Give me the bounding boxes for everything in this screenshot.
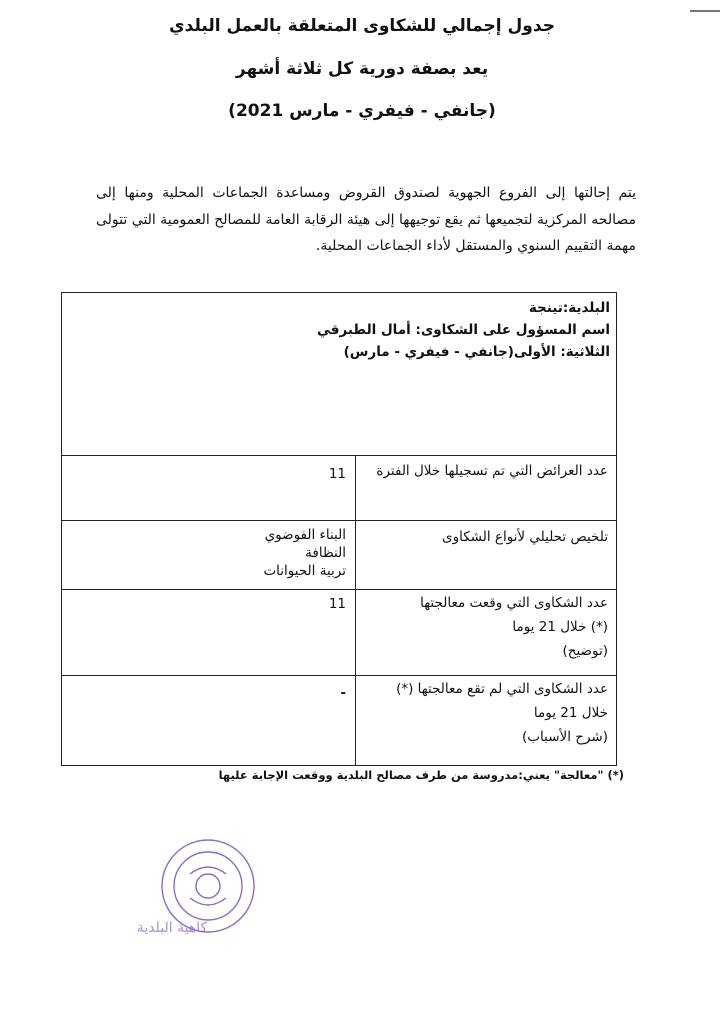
stamp-inner-ring <box>174 852 242 920</box>
complaint-types-list <box>76 526 346 580</box>
complaint-types-label: تلخيص تحليلي لأنواع الشكاوى <box>442 529 608 545</box>
footnote: (*) "معالجة" يعني:مدروسة من طرف مصالح البلدية ووقعت الإجابة عليها <box>218 768 624 782</box>
stamp-emblem-line <box>190 898 226 905</box>
stamp-signature: كاهية البلدية <box>136 920 208 936</box>
complaints-table <box>61 292 617 766</box>
table-divider <box>62 455 616 456</box>
quarter-period: الثلاثية: الأولى(جانفي - فيفري - مارس) <box>343 344 610 360</box>
document-subtitle: يعد بصفة دورية كل ثلاثة أشهر <box>235 59 489 79</box>
complaint-type: النظافة <box>305 545 346 561</box>
table-column-divider <box>355 455 356 765</box>
municipality-name: البلدية:تينجة <box>528 300 610 316</box>
unprocessed-complaints-value: - <box>340 685 346 701</box>
processed-complaints-value: 11 <box>328 596 346 612</box>
document-title: جدول إجمالي للشكاوى المتعلقة بالعمل البلدي <box>169 16 555 36</box>
stamp-emblem <box>196 874 220 898</box>
info-block <box>317 297 610 363</box>
table-divider <box>62 520 616 521</box>
unprocessed-complaints-label: عدد الشكاوى التي لم تقع معالجتها (*) خلال 21 يوما (شرح الأسباب) <box>396 681 608 745</box>
intro-paragraph: يتم إحالتها إلى الفروع الجهوية لصندوق القروض ومساعدة الجماعات المحلية ومنها إلى مصالحه المركزية لتجميعها ثم يقع توجيهها إلى هيئة الرقابة العامة للمصالح العمومية التي تتولى مهمة التقييم السنوي والمستقل لأداء الجماعات المحلية. <box>96 185 636 254</box>
complaint-type: تربية الحيوانات <box>263 563 346 579</box>
table-divider <box>62 675 616 676</box>
registered-petitions-label: عدد العرائض التي تم تسجيلها خلال الفترة <box>376 463 608 479</box>
registered-petitions-value: 11 <box>328 466 346 482</box>
municipal-stamp <box>120 826 280 956</box>
complaints-officer: اسم المسؤول على الشكاوى: أمال الطبرقي <box>317 322 610 338</box>
processed-complaints-label: عدد الشكاوى التي وقعت معالجتها (*) خلال 21 يوما (توضيح) <box>420 595 608 659</box>
stamp-emblem-line <box>190 867 226 874</box>
table-divider <box>62 589 616 590</box>
scan-mark <box>690 10 720 12</box>
stamp-outer-ring <box>162 840 254 932</box>
complaint-type: البناء الفوضوي <box>264 527 346 543</box>
document-period: (جانفي - فيفري - مارس 2021) <box>228 101 496 121</box>
